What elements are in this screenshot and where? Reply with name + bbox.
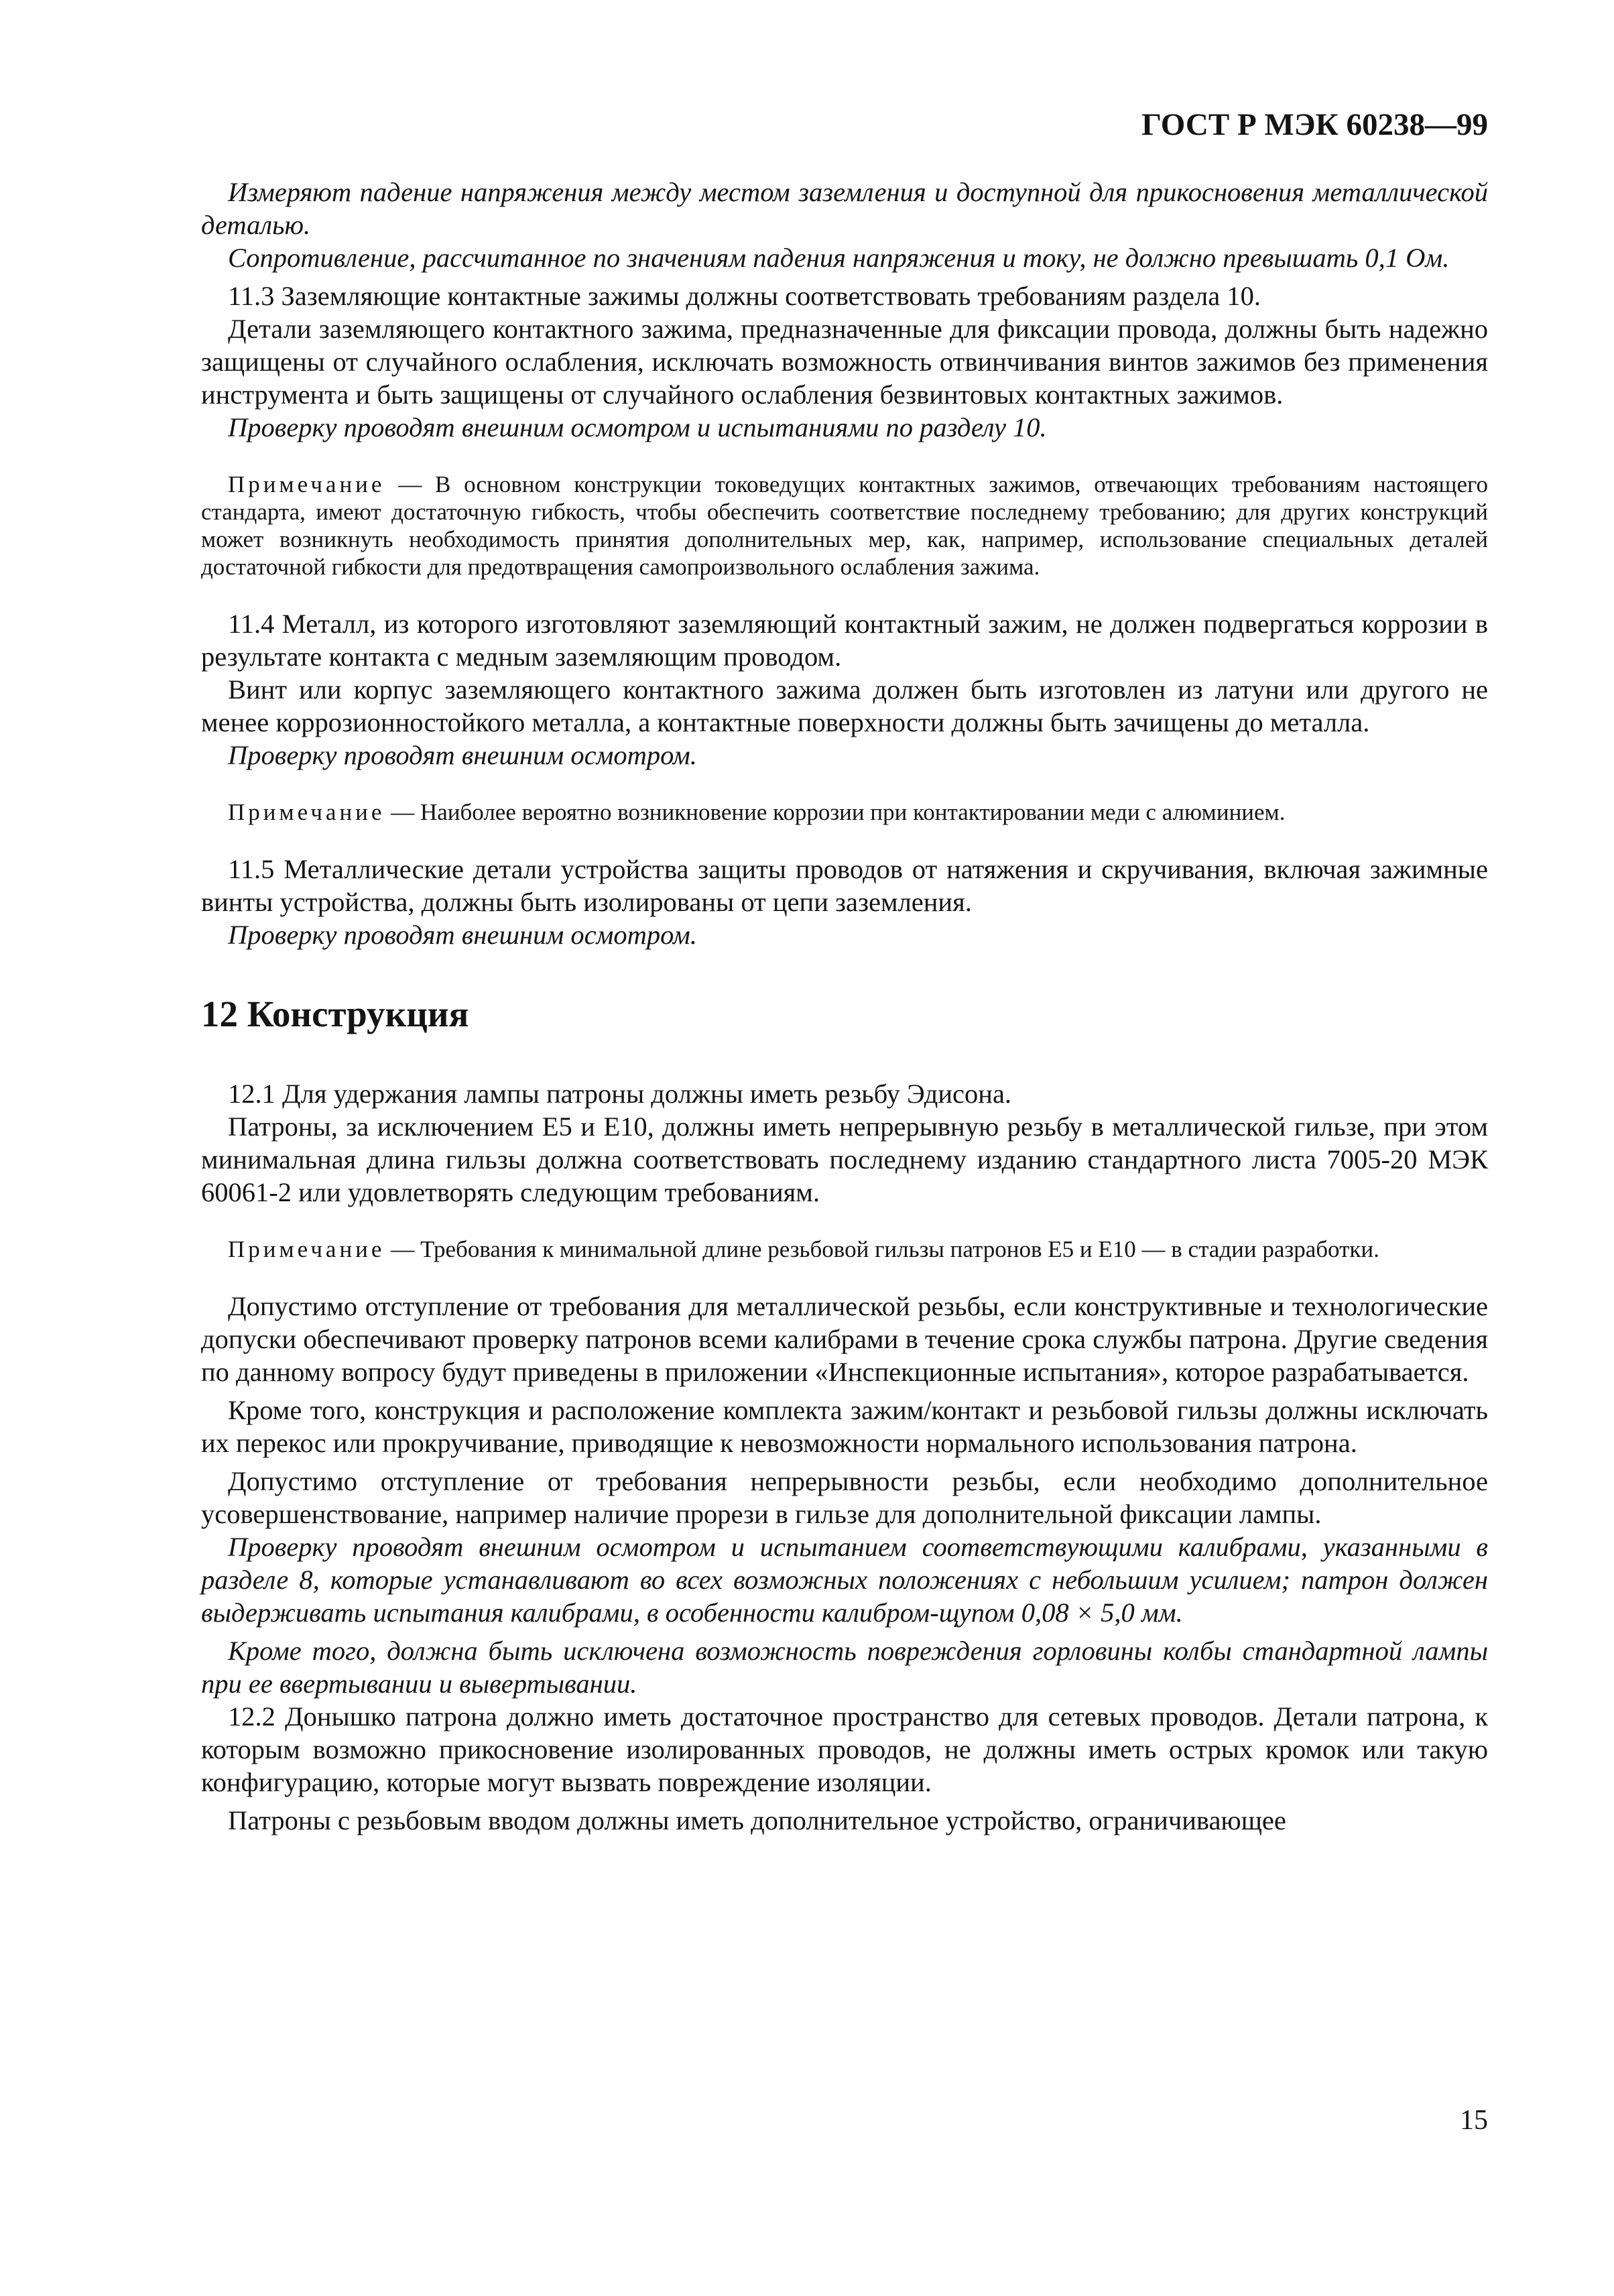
- note-label: Примечание: [228, 1236, 385, 1262]
- clause-11-4: 11.4 Металл, из которого изготовляют заземляющий контактный зажим, не должен подвергаться коррозии в результате контакта с медным заземляющим проводом.: [201, 609, 1488, 672]
- note-3: [201, 1235, 1488, 1263]
- clause-11-5: 11.5 Металлические детали устройства защиты проводов от натяжения и скручивания, включая зажимные винты устройства, должны быть изолированы от цепи заземления.: [201, 854, 1488, 917]
- paragraph-voltage-drop: Измеряют падение напряжения между местом заземления и доступной для прикосновения металлической деталью.: [201, 177, 1488, 240]
- paragraph-check-gauges: Проверку проводят внешним осмотром и испытанием соответствующими калибрами, указанными в разделе 8, которые устанавливают во всех возможных положениях с небольшим усилием; патрон должен выдерживать испытания калибрами, в особенности калибром-щупом 0,08 × 5,0 мм.: [201, 1532, 1488, 1628]
- page-number: 15: [1460, 2105, 1488, 2136]
- document-code-header: ГОСТ Р МЭК 60238—99: [1141, 107, 1488, 142]
- note-text: — В основном конструкции токоведущих контактных зажимов, отвечающих требованиям настоящего стандарта, имеют достаточную гибкость, чтобы обеспечить соответствие последнему требованию; для других конструкций может возникнуть необходимость принятия дополнительных мер, как, например, использование специальных деталей достаточной гибкости для предотвращения самопроизвольного ослабления зажима.: [201, 471, 1488, 580]
- document-body: [201, 176, 1488, 1837]
- paragraph-resistance: Сопротивление, рассчитанное по значениям падения напряжения и току, не должно превышать 0,1 Ом.: [228, 243, 1450, 273]
- paragraph-check-11-5: Проверку проводят внешним осмотром.: [228, 920, 697, 950]
- clause-12-1: 12.1 Для удержания лампы патроны должны иметь резьбу Эдисона.: [228, 1079, 1012, 1109]
- paragraph-terminal-parts: Детали заземляющего контактного зажима, предназначенные для фиксации провода, должны быть надежно защищены от случайного ослабления, исключать возможность отвинчивания винтов зажимов без применения инструмента и быть защищены от случайного ослабления безвинтовых контактных зажимов.: [201, 314, 1488, 410]
- clause-11-3: 11.3 Заземляющие контактные зажимы должны соответствовать требованиям раздела 10.: [228, 281, 1261, 311]
- paragraph-deviation-continuity: Допустимо отступление от требования непрерывности резьбы, если необходимо дополнительное усовершенствование, например наличие прорези в гильзе для дополнительной фиксации лампы.: [201, 1466, 1488, 1529]
- section-title: 12 Конструкция: [201, 993, 469, 1034]
- paragraph-thread-sleeve: Патроны, за исключением E5 и E10, должны иметь непрерывную резьбу в металлической гильзе, при этом минимальная длина гильзы должна соответствовать последнему изданию стандартного листа 7005-20 МЭК 60061-2 или удовлетворять следующим требованиям.: [201, 1111, 1488, 1207]
- paragraph-deviation-metal-thread: Допустимо отступление от требования для металлической резьбы, если конструктивные и технологические допуски обеспечивают проверку патронов всеми калибрами в течение срока службы патрона. Другие сведения по данному вопросу будут приведены в приложении «Инспекционные испытания», которое разрабатывается.: [201, 1291, 1488, 1387]
- note-label: Примечание: [228, 799, 385, 825]
- note-text: — Требования к минимальной длине резьбовой гильзы патронов E5 и E10 — в стадии разработки.: [385, 1236, 1379, 1262]
- paragraph-check-11-4: Проверку проводят внешним осмотром.: [228, 740, 697, 770]
- paragraph-check-11-3: Проверку проводят внешним осмотром и испытаниями по разделу 10.: [228, 412, 1047, 442]
- note-label: Примечание: [228, 471, 385, 497]
- note-text: — Наиболее вероятно возникновение коррозии при контактировании меди с алюминием.: [385, 799, 1286, 825]
- paragraph-threaded-entry: Патроны с резьбовым вводом должны иметь дополнительное устройство, ограничивающее: [228, 1805, 1286, 1835]
- paragraph-bulb-neck: Кроме того, должна быть исключена возможность повреждения горловины колбы стандартной лампы при ее ввертывании и вывертывании.: [201, 1636, 1488, 1699]
- paragraph-screw-material: Винт или корпус заземляющего контактного зажима должен быть изготовлен из латуни или другого не менее коррозионностойкого металла, а контактные поверхности должны быть зачищены до металла.: [201, 674, 1488, 737]
- paragraph-construction-layout: Кроме того, конструкция и расположение комплекта зажим/контакт и резьбовой гильзы должны исключать их перекос или прокручивание, приводящие к невозможности нормального использования патрона.: [201, 1395, 1488, 1458]
- note-1: [201, 471, 1488, 581]
- note-2: [201, 798, 1488, 826]
- clause-12-2: 12.2 Донышко патрона должно иметь достаточное пространство для сетевых проводов. Детали патрона, к которым возможно прикосновение изолированных проводов, не должны иметь острых кромок или такую конфигурацию, которые могут вызвать повреждение изоляции.: [201, 1701, 1488, 1797]
